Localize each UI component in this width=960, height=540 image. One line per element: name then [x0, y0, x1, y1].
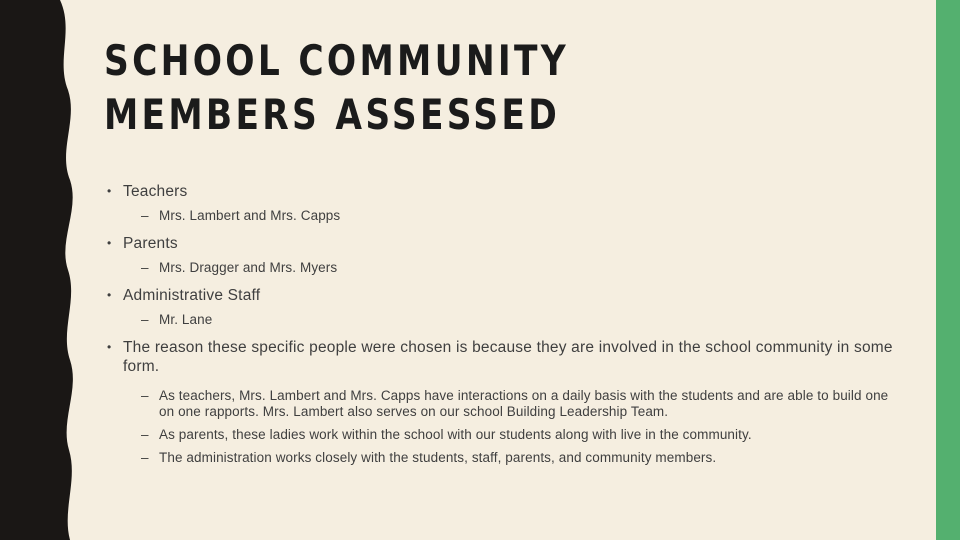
- dash-icon: –: [141, 260, 149, 275]
- bullet-item: [107, 338, 897, 376]
- bullet-text: Administrative Staff: [123, 287, 261, 304]
- bullet-dot-icon: •: [107, 236, 112, 250]
- sub-bullet-text: Mr. Lane: [159, 312, 213, 327]
- bullet-text: Teachers: [123, 183, 188, 200]
- slide-title: SCHOOL COMMUNITY MEMBERS ASSESSED: [104, 36, 570, 139]
- sub-bullet-text: Mrs. Lambert and Mrs. Capps: [159, 208, 341, 223]
- bullet-dot-icon: •: [107, 184, 112, 198]
- sub-bullet-text: As parents, these ladies work within the school with our students along with live in the community.: [159, 427, 752, 442]
- bullet-item: [107, 182, 897, 201]
- bullet-item: [107, 286, 897, 305]
- bullet-dot-icon: •: [107, 340, 112, 354]
- dash-icon: –: [141, 312, 149, 327]
- sub-bullet-item: [107, 450, 897, 466]
- bullet-list: [107, 182, 897, 466]
- bullet-text: The reason these specific people were chosen is because they are involved in the school community in some form.: [123, 339, 893, 375]
- left-wavy-band: [0, 0, 80, 540]
- dash-icon: –: [141, 388, 149, 403]
- sub-bullet-item: [107, 388, 897, 420]
- sub-bullet-text: The administration works closely with the students, staff, parents, and community members.: [159, 450, 717, 465]
- bullet-dot-icon: •: [107, 288, 112, 302]
- dash-icon: –: [141, 427, 149, 442]
- right-accent-band: [936, 0, 960, 540]
- bullet-item: [107, 234, 897, 253]
- sub-bullet-item: [107, 208, 897, 224]
- bullet-text: Parents: [123, 235, 178, 252]
- sub-bullet-text: As teachers, Mrs. Lambert and Mrs. Capps have interactions on a daily basis with the students and are able to build one on one rapports. Mrs. Lambert also serves on our school Building Leadership Team.: [159, 388, 889, 419]
- dash-icon: –: [141, 450, 149, 465]
- sub-bullet-item: [107, 260, 897, 276]
- dash-icon: –: [141, 208, 149, 223]
- sub-bullet-text: Mrs. Dragger and Mrs. Myers: [159, 260, 338, 275]
- sub-bullet-item: [107, 427, 897, 443]
- sub-bullet-item: [107, 312, 897, 328]
